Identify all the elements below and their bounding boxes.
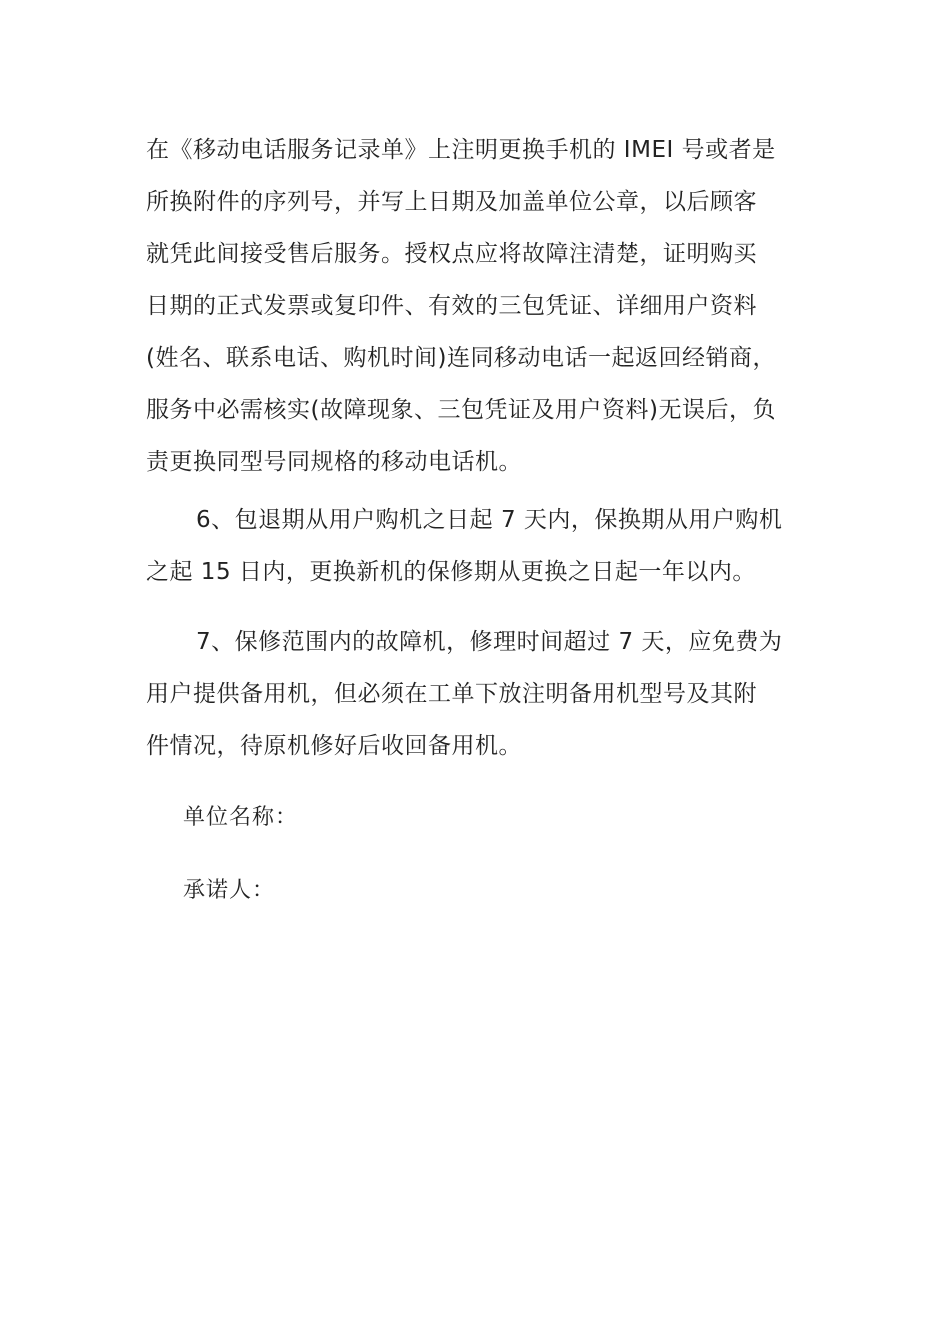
text-line: 件情况，待原机修好后收回备用机。 xyxy=(146,733,522,759)
text-line: 在《移动电话服务记录单》上注明更换手机的 IMEI 号或者是 xyxy=(146,137,776,163)
paragraph-item-7 xyxy=(146,616,810,772)
text-line: 就凭此间接受售后服务。授权点应将故障注清楚，证明购买 xyxy=(146,241,757,267)
text-line: 7、保修范围内的故障机，修理时间超过 7 天，应免费为 xyxy=(196,629,783,655)
unit-name-label: 单位名称： xyxy=(183,805,299,830)
text-line: (姓名、联系电话、购机时间)连同移动电话一起返回经销商， xyxy=(146,345,776,371)
text-line: 责更换同型号同规格的移动电话机。 xyxy=(146,449,522,475)
text-line: 用户提供备用机，但必须在工单下放注明备用机型号及其附 xyxy=(146,681,757,707)
text-line: 服务中必需核实(故障现象、三包凭证及用户资料)无误后，负 xyxy=(146,397,776,423)
text-line: 日期的正式发票或复印件、有效的三包凭证、详细用户资料 xyxy=(146,293,757,319)
text-line: 6、包退期从用户购机之日起 7 天内，保换期从用户购机 xyxy=(196,507,783,533)
text-line: 之起 15 日内，更换新机的保修期从更换之日起一年以内。 xyxy=(146,559,756,585)
text-line: 所换附件的序列号，并写上日期及加盖单位公章，以后顾客 xyxy=(146,189,757,215)
paragraph-service-record xyxy=(146,124,810,488)
paragraph-item-6 xyxy=(146,494,810,598)
promisor-label: 承诺人： xyxy=(183,878,276,903)
